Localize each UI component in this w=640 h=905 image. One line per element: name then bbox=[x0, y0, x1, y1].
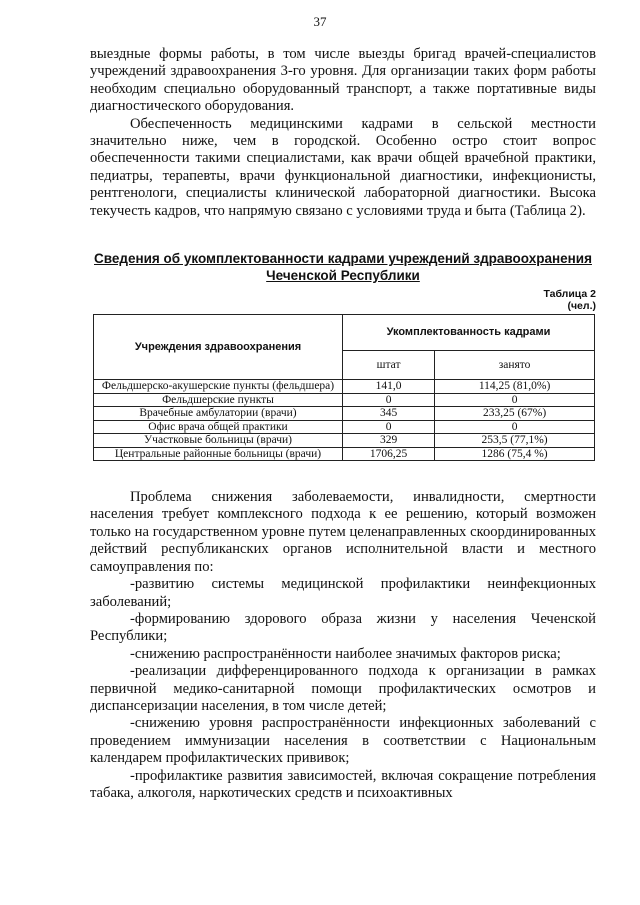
row-filled: 1286 (75,4 %) bbox=[435, 447, 595, 461]
row-institution: Участковые больницы (врачи) bbox=[94, 434, 343, 448]
table-row bbox=[94, 420, 595, 434]
row-staff: 1706,25 bbox=[343, 447, 435, 461]
table-row bbox=[94, 447, 595, 461]
table-units: (чел.) bbox=[567, 300, 596, 313]
header-filled: занято bbox=[435, 351, 595, 380]
page-number: 37 bbox=[313, 14, 327, 29]
list-item: -развитию системы медицинской профилактики неинфекционных заболеваний; bbox=[90, 576, 596, 610]
list-item: -снижению распространённости наиболее значимых факторов риска; bbox=[130, 645, 561, 662]
table-caption bbox=[90, 288, 596, 312]
row-filled: 253,5 (77,1%) bbox=[435, 434, 595, 448]
row-filled: 0 bbox=[435, 420, 595, 434]
row-institution: Офис врача общей практики bbox=[94, 420, 343, 434]
row-filled: 0 bbox=[435, 393, 595, 407]
row-staff: 345 bbox=[343, 407, 435, 421]
row-institution: Центральные районные больницы (врачи) bbox=[94, 447, 343, 461]
staffing-table bbox=[93, 314, 595, 461]
list-item: -реализации дифференцированного подхода к организации в рамках первичной медико-санитарной помощи профилактических осмотров и диспансеризации населения, в том числе детей; bbox=[90, 663, 596, 714]
header-staff: штат bbox=[343, 351, 435, 380]
row-institution: Фельдшерские пункты bbox=[94, 393, 343, 407]
table-row bbox=[94, 434, 595, 448]
row-staff: 329 bbox=[343, 434, 435, 448]
row-institution: Фельдшерско-акушерские пункты (фельдшера) bbox=[94, 380, 343, 394]
row-filled: 233,25 (67%) bbox=[435, 407, 595, 421]
paragraph-outreach: выездные формы работы, в том числе выезды бригад врачей-специалистов учреждений здравоохранения 3-го уровня. Для организации таких форм работы необходим специально оборудованный транспорт, а также портативные виды диагностического оборудования. bbox=[90, 46, 596, 115]
paragraph-staffing: Обеспеченность медицинскими кадрами в сельской местности значительно ниже, чем в городской. Особенно остро стоит вопрос обеспеченности такими специалистами, как врачи общей врачебной практики, педиатры, терапевты, врачи функциональной диагностики, инфекционисты, рентгенологи, специалисты клинической лабораторной диагностики. Высока текучесть кадров, что напрямую связано с условиями труда и быта (Таблица 2). bbox=[90, 115, 596, 219]
list-item: -формированию здорового образа жизни у населения Чеченской Республики; bbox=[90, 610, 596, 645]
paragraph-problem: Проблема снижения заболеваемости, инвалидности, смертности населения требует комплексного подхода к ее решению, который возможен только на государственном уровне путем целенаправленных скоординированных действий республиканских органов исполнительной власти и местного самоуправления по: bbox=[90, 489, 596, 575]
table-title: Сведения об укомплектованности кадрами учреждений здравоохранения Чеченской Республики bbox=[94, 251, 592, 284]
table-number: Таблица 2 bbox=[543, 288, 596, 301]
row-staff: 141,0 bbox=[343, 380, 435, 394]
list-item: -профилактике развития зависимостей, включая сокращение потребления табака, алкоголя, наркотических средств и психоактивных bbox=[90, 767, 596, 801]
list-item: -снижению уровня распространённости инфекционных заболеваний с проведением иммунизации населения в соответствии с Национальным календарем профилактических прививок; bbox=[90, 715, 596, 767]
row-staff: 0 bbox=[343, 393, 435, 407]
header-institution: Учреждения здравоохранения bbox=[94, 315, 343, 380]
table-row bbox=[94, 407, 595, 421]
table-row bbox=[94, 380, 595, 394]
table-row bbox=[94, 393, 595, 407]
header-staffing: Укомплектованность кадрами bbox=[343, 315, 595, 351]
row-staff: 0 bbox=[343, 420, 435, 434]
row-filled: 114,25 (81,0%) bbox=[435, 380, 595, 394]
row-institution: Врачебные амбулатории (врачи) bbox=[94, 407, 343, 421]
document-body bbox=[90, 46, 596, 802]
